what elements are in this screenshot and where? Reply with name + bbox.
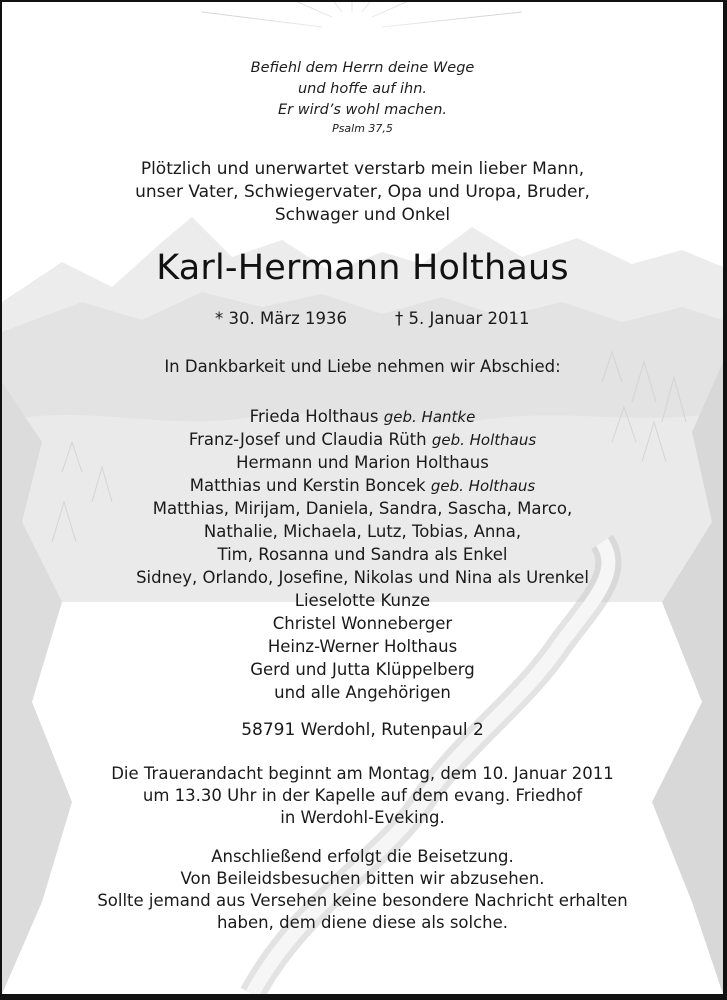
mourner-line — [2, 683, 723, 702]
mourner-line — [2, 499, 723, 518]
death-date: † 5. Januar 2011 — [395, 309, 530, 328]
psalm-line-3: Er wird’s wohl machen. — [277, 102, 447, 118]
psalm-reference: Psalm 37,5 — [332, 122, 393, 135]
mourner-maiden-name: geb. Hantke — [383, 408, 476, 426]
mourner-name: Heinz-Werner Holthaus — [267, 637, 458, 656]
psalm-line-1: Befiehl dem Herrn deine Wege — [250, 60, 475, 76]
mourner-name: und alle Angehörigen — [274, 683, 451, 702]
mourner-line — [2, 637, 723, 656]
mourner-name: Hermann und Marion Holthaus — [236, 453, 489, 472]
mourner-name: Matthias und Kerstin Boncek — [189, 476, 426, 495]
intro-line-1: Plötzlich und unerwartet verstarb mein lieber Mann, — [140, 159, 585, 179]
deceased-name: Karl-Hermann Holthaus — [156, 248, 569, 288]
farewell-text: In Dankbarkeit und Liebe nehmen wir Abschied: — [164, 357, 561, 376]
mourner-line — [2, 522, 723, 541]
mourner-line — [2, 614, 723, 633]
mourner-name: Christel Wonneberger — [272, 614, 453, 633]
intro-line-3: Schwager und Onkel — [274, 205, 451, 225]
psalm-line-2: und hoffe auf ihn. — [297, 81, 428, 97]
mourner-line — [2, 591, 723, 610]
address: 58791 Werdohl, Rutenpaul 2 — [241, 720, 484, 740]
mourner-line — [2, 407, 723, 426]
mourner-name: Matthias, Mirijam, Daniela, Sandra, Sascha, Marco, — [152, 499, 573, 518]
mourner-name: Tim, Rosanna und Sandra als Enkel — [217, 545, 508, 564]
mourner-name: Nathalie, Michaela, Lutz, Tobias, Anna, — [203, 522, 522, 541]
birth-date: * 30. März 1936 — [215, 309, 348, 328]
mourner-line — [2, 476, 723, 495]
service-line-3: in Werdohl-Eveking. — [280, 808, 445, 827]
mourner-name: Gerd und Jutta Klüppelberg — [250, 660, 475, 679]
closing-line-2: Von Beileidsbesuchen bitten wir abzusehen. — [180, 869, 545, 888]
mourner-name: Frieda Holthaus — [249, 407, 379, 426]
service-line-1: Die Trauerandacht beginnt am Montag, dem 10. Januar 2011 — [111, 764, 614, 783]
mourner-name: Franz-Josef und Claudia Rüth — [188, 430, 427, 449]
mourner-line — [2, 660, 723, 679]
closing-line-4: haben, dem diene diese als solche. — [216, 913, 509, 932]
closing-line-3: Sollte jemand aus Versehen keine besondere Nachricht erhalten — [97, 891, 628, 910]
mourner-maiden-name: geb. Holthaus — [431, 431, 537, 449]
life-dates — [2, 309, 723, 333]
intro-line-2: unser Vater, Schwiegervater, Opa und Uropa, Bruder, — [135, 182, 590, 202]
service-line-2: um 13.30 Uhr in der Kapelle auf dem evang. Friedhof — [142, 786, 583, 805]
mourner-line — [2, 430, 723, 449]
mourner-line — [2, 453, 723, 472]
mourner-name: Sidney, Orlando, Josefine, Nikolas und Nina als Urenkel — [136, 568, 589, 587]
closing-line-1: Anschließend erfolgt die Beisetzung. — [211, 847, 514, 866]
mourner-line — [2, 545, 723, 564]
mourner-line — [2, 568, 723, 587]
obituary-text — [2, 2, 723, 994]
mourner-maiden-name: geb. Holthaus — [430, 477, 536, 495]
mourner-name: Lieselotte Kunze — [294, 591, 431, 610]
